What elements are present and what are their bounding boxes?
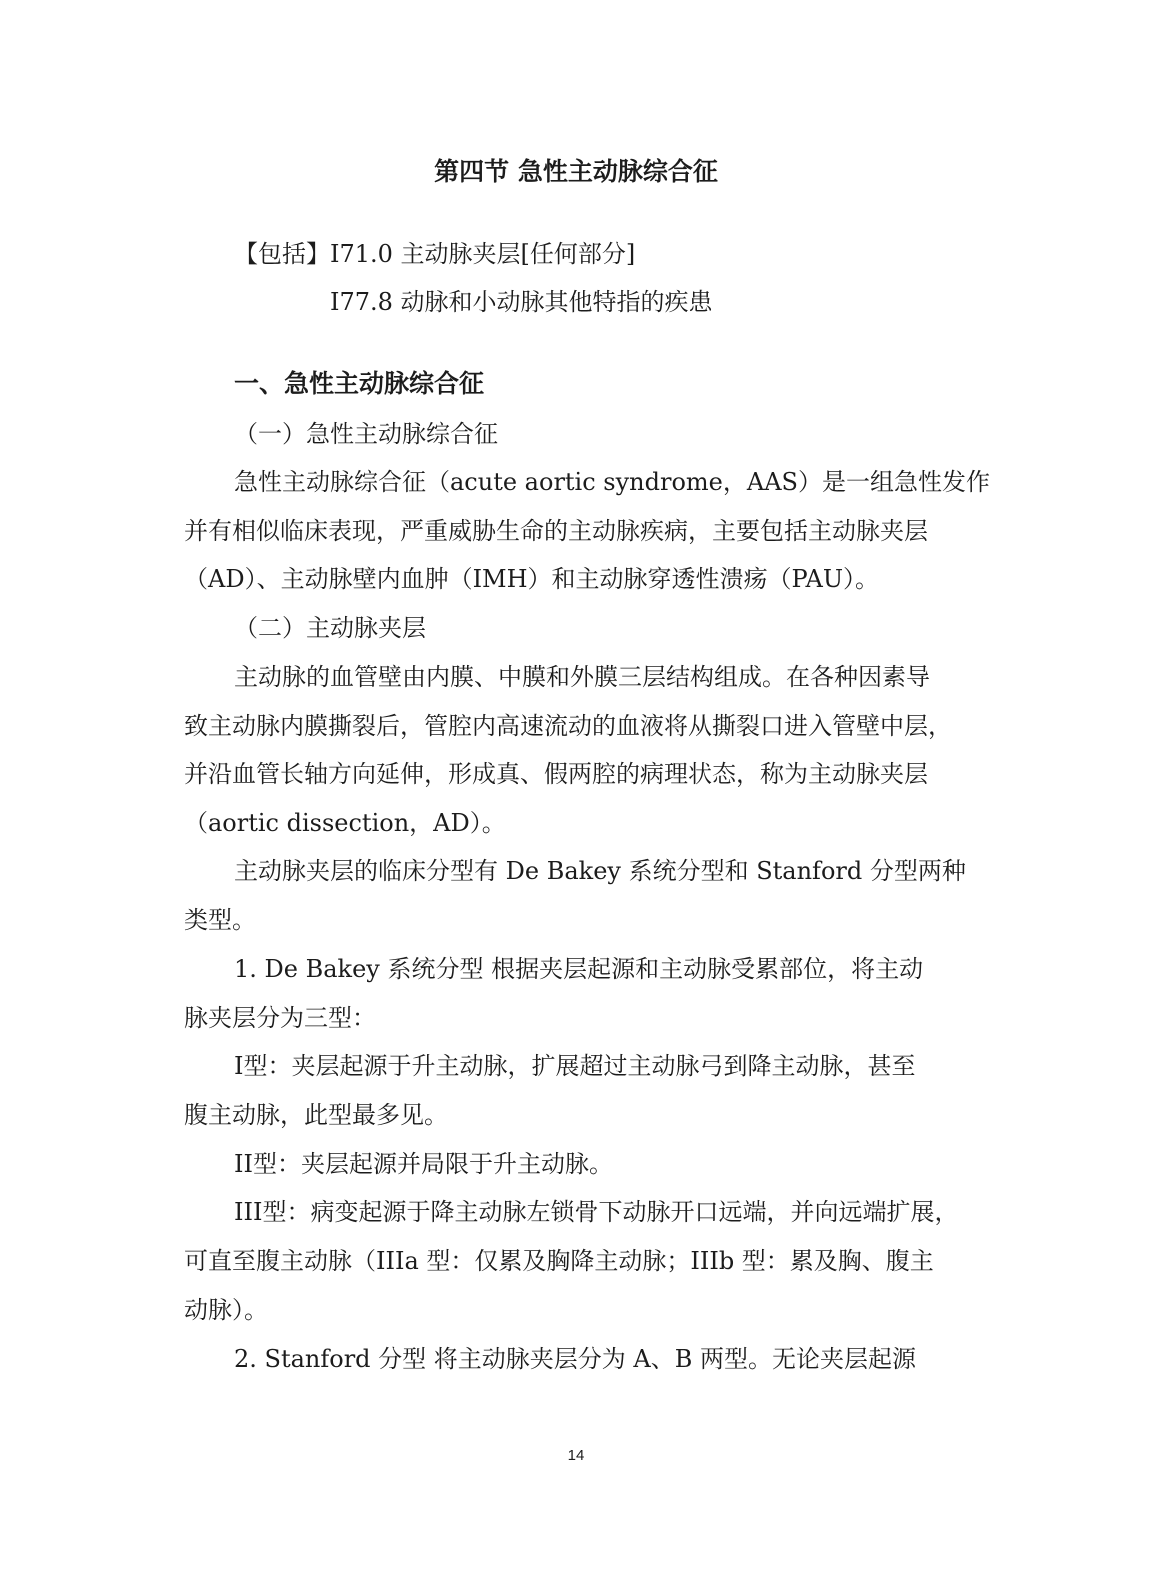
section-title: 第四节 急性主动脉综合征: [434, 157, 718, 186]
para-8-line-1: 2. Stanford 分型 将主动脉夹层分为 A、B 两型。无论夹层起源: [234, 1345, 917, 1373]
para-3-line-2: 类型。: [184, 906, 256, 934]
subheading-2: （二）主动脉夹层: [234, 614, 426, 642]
para-2-line-2: 致主动脉内膜撕裂后，管腔内高速流动的血液将从撕裂口进入管壁中层，: [184, 712, 952, 740]
para-2-line-1: 主动脉的血管壁由内膜、中膜和外膜三层结构组成。在各种因素导: [234, 663, 930, 691]
para-6-line-1: II型：夹层起源并局限于升主动脉。: [234, 1150, 613, 1178]
para-1-line-1: 急性主动脉综合征（acute aortic syndrome，AAS）是一组急性发作: [234, 468, 990, 496]
para-7-line-3: 动脉）。: [184, 1296, 268, 1324]
para-3-line-1: 主动脉夹层的临床分型有 De Bakey 系统分型和 Stanford 分型两种: [234, 857, 966, 885]
subheading-1: （一）急性主动脉综合征: [234, 420, 498, 448]
includes-line-1: 【包括】I71.0 主动脉夹层[任何部分]: [234, 240, 636, 268]
para-4-line-1: 1. De Bakey 系统分型 根据夹层起源和主动脉受累部位，将主动: [234, 955, 924, 983]
para-7-line-2: 可直至腹主动脉（IIIa 型：仅累及胸降主动脉；IIIb 型：累及胸、腹主: [184, 1247, 934, 1275]
para-2-line-4: （aortic dissection，AD）。: [184, 809, 506, 837]
para-5-line-1: I型：夹层起源于升主动脉，扩展超过主动脉弓到降主动脉，甚至: [234, 1052, 916, 1080]
para-2-line-3: 并沿血管长轴方向延伸，形成真、假两腔的病理状态，称为主动脉夹层: [184, 760, 928, 788]
page-number: 14: [567, 1447, 585, 1464]
heading-1: 一、急性主动脉综合征: [234, 369, 485, 398]
para-4-line-2: 脉夹层分为三型：: [184, 1004, 376, 1032]
para-1-line-2: 并有相似临床表现，严重威胁生命的主动脉疾病，主要包括主动脉夹层: [184, 517, 928, 545]
para-1-line-3: （AD）、主动脉壁内血肿（IMH）和主动脉穿透性溃疡（PAU）。: [184, 565, 880, 593]
para-5-line-2: 腹主动脉，此型最多见。: [184, 1101, 448, 1129]
includes-line-2: I77.8 动脉和小动脉其他特指的疾患: [330, 288, 713, 316]
para-7-line-1: III型：病变起源于降主动脉左锁骨下动脉开口远端，并向远端扩展，: [234, 1198, 959, 1226]
